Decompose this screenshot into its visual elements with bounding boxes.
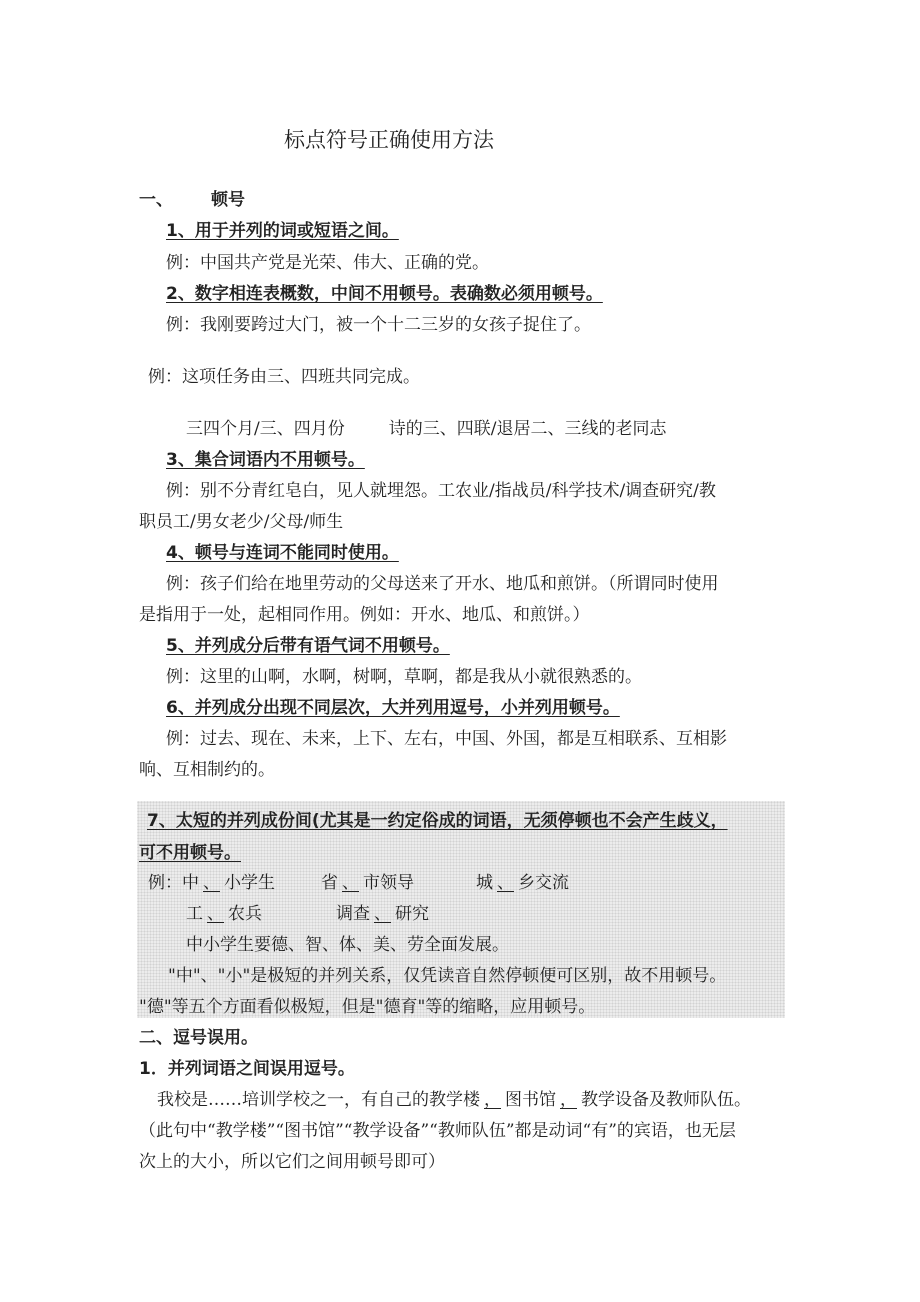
example-mark: 、 [374,904,391,924]
example-yanjiu: 研究 [395,904,429,924]
rule-1-example: 例：中国共产党是光荣、伟大、正确的党。 [166,253,489,273]
rule-7-line-1: 7、太短的并列成份间(尤其是一约定俗成的词语，无须停顿也不会产生歧义， [147,811,728,831]
example-mark: 、 [203,873,220,893]
section-2-rule-1-note-line-1: （此句中“教学楼”“图书馆”“教学设备”“教师队伍”都是动词“有”的宾语，也无层 [139,1121,736,1141]
rule-3: 3、集合词语内不用顿号。 [166,450,365,470]
section-1-title: 顿号 [211,190,245,210]
example-part-3: 教学设备及教师队伍。 [581,1090,751,1110]
rule-6: 6、并列成分出现不同层次，大并列用逗号，小并列用顿号。 [166,698,620,718]
rule-7-example-row-2 [186,903,429,925]
example-part-1: 我校是……培训学校之一，有自己的教学楼 [157,1090,480,1110]
rule-5-example: 例：这里的山啊，水啊，树啊，草啊，都是我从小就很熟悉的。 [166,667,642,687]
section-2-rule-1-note-line-2: 次上的大小，所以它们之间用顿号即可） [139,1152,445,1172]
example-comma-2: ， [560,1090,577,1110]
rule-7-line-2: 可不用顿号。 [139,843,241,863]
page-title: 标点符号正确使用方法 [284,128,494,152]
rule-6-example-line-1: 例：过去、现在、未来，上下、左右，中国、外国，都是互相联系、互相影 [166,729,727,749]
example-mark: 、 [342,873,359,893]
example-sheng: 省 [321,873,338,893]
section-2-rule-1-example [157,1089,751,1111]
rule-2-example-3a: 三四个月/三、四月份 [186,419,345,439]
example-xiaoxuesheng: 小学生 [224,873,275,893]
rule-7-example-row-1 [148,872,569,894]
example-mark: 、 [207,904,224,924]
section-1-heading [139,189,245,211]
rule-2-example-3 [186,418,666,440]
example-xiangjiaoliu: 乡交流 [518,873,569,893]
example-part-2: 图书馆 [505,1090,556,1110]
rule-2: 2、数字相连表概数，中间不用顿号。表确数必须用顿号。 [166,284,603,304]
rule-4: 4、顿号与连词不能同时使用。 [166,543,399,563]
example-nongbing: 农兵 [228,904,262,924]
section-2-heading: 二、逗号误用。 [139,1028,258,1048]
rule-3-example-line-1: 例：别不分青红皂白，见人就埋怨。工农业/指战员/科学技术/调查研究/教 [166,481,716,501]
example-cheng: 城 [476,873,493,893]
rule-4-example-line-2: 是指用于一处，起相同作用。例如：开水、地瓜、和煎饼。） [139,605,590,625]
rule-4-example-line-1: 例：孩子们给在地里劳动的父母送来了开水、地瓜和煎饼。（所谓同时使用 [166,574,719,594]
section-2-rule-1-text: 1．并列词语之间误用逗号。 [139,1059,355,1079]
rule-7-note-line-1: "中"、"小"是极短的并列关系，仅凭读音自然停顿便可区别，故不用顿号。 [168,966,727,986]
example-zhong: 例：中 [148,873,199,893]
rule-2-example-1: 例：我刚要跨过大门，被一个十二三岁的女孩子捉住了。 [166,315,591,335]
rule-6-example-line-2: 响、互相制约的。 [139,760,275,780]
example-diaocha: 调查 [336,904,370,924]
rule-5: 5、并列成分后带有语气词不用顿号。 [166,636,450,656]
example-gong: 工 [186,904,203,924]
example-comma-1: ， [484,1090,501,1110]
rule-2-example-3b: 诗的三、四联/退居二、三线的老同志 [388,419,667,439]
example-mark: 、 [497,873,514,893]
section-1-number: 一、 [139,190,173,210]
rule-1: 1、用于并列的词或短语之间。 [166,221,399,241]
rule-7-example-row-3: 中小学生要德、智、体、美、劳全面发展。 [186,935,509,955]
rule-7-note-line-2: "德"等五个方面看似极短，但是"德育"等的缩略，应用顿号。 [139,997,596,1017]
section-2-rule-1 [139,1058,355,1080]
rule-2-example-2: 例：这项任务由三、四班共同完成。 [148,367,420,387]
example-shilingdao: 市领导 [363,873,414,893]
rule-3-example-line-2: 职员工/男女老少/父母/师生 [139,512,344,532]
